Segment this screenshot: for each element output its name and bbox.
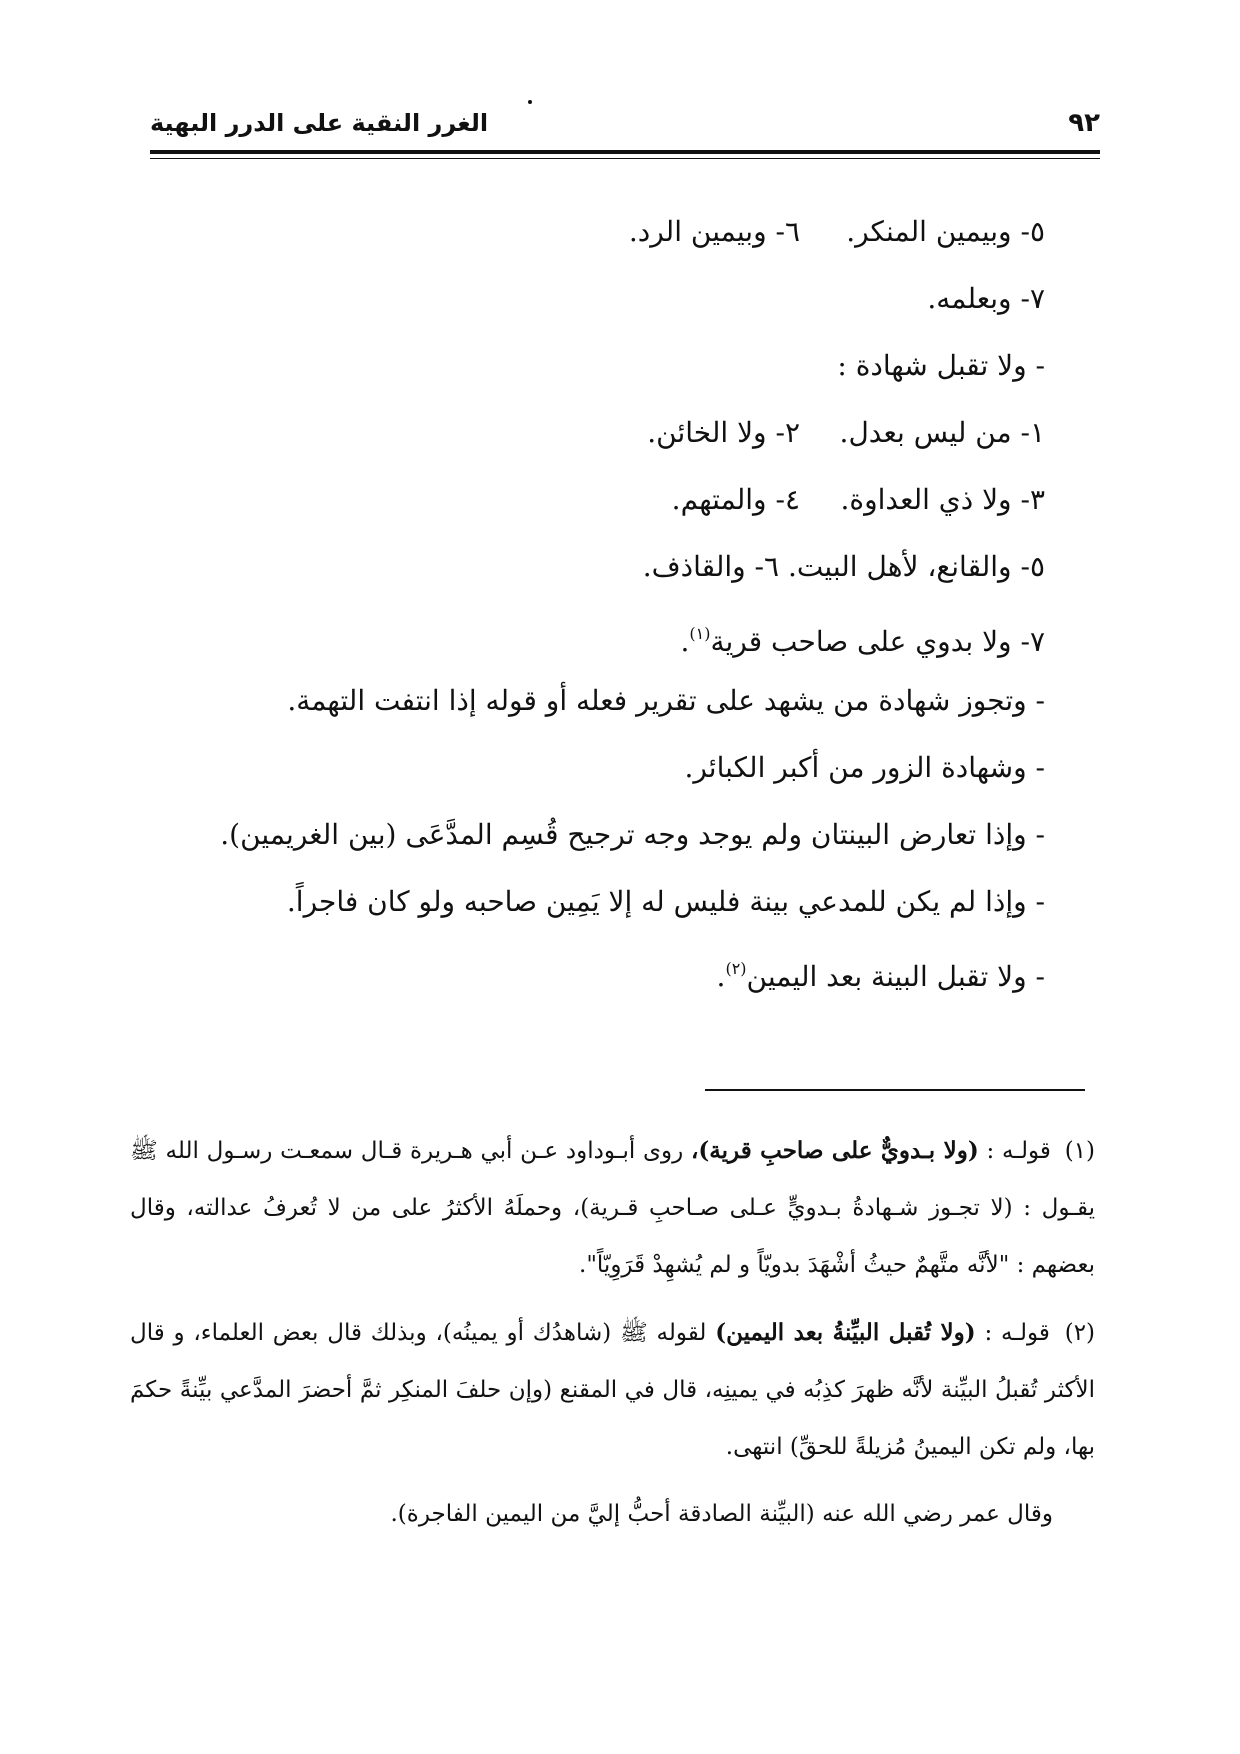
- footnote-separator: [705, 1089, 1085, 1091]
- footnote-quote: (ولا بـدويٌّ على صاحبِ قرية)،: [690, 1137, 979, 1164]
- text-item: ٥- والقانع، لأهل البيت. ٦- والقاذف.: [642, 550, 1045, 583]
- footnote-marker[interactable]: (٢): [725, 959, 747, 978]
- text-item: - ولا تقبل شهادة :: [837, 349, 1045, 382]
- text-item: - ولا تقبل البينة بعد اليمين: [746, 960, 1045, 993]
- text-line: [130, 734, 1045, 801]
- footnote-quote: (ولا تُقبل البيِّنةُ بعد اليمين): [715, 1319, 976, 1346]
- text-item: - وتجوز شهادة من يشهد على تقرير فعله أو قوله إذا انتفت التهمة.: [287, 684, 1045, 717]
- text-item: .: [716, 960, 726, 993]
- text-item: .: [680, 625, 690, 658]
- text-item: - وإذا لم يكن للمدعي بينة فليس له إلا يَمِين صاحبه ولو كان فاجراً.: [286, 885, 1045, 918]
- text-line: [130, 868, 1045, 935]
- page-number: ٩٢: [1068, 108, 1100, 138]
- text-line: [130, 265, 1045, 332]
- text-item: ٣- ولا ذي العداوة.: [840, 483, 1045, 516]
- text-line: [130, 600, 1045, 667]
- footnote: [130, 1122, 1095, 1294]
- footnote-text: روى أبـوداود عـن أبي هـريرة قـال سمعـت رسـول الله ﷺ يقـول : (لا تجـوز شـهادةُ بـدويٍّ عـلى صـاحبِ قـرية)، وحملَهُ الأكثرُ على من لا تُعرفُ عدالته، وقال بعضهم : "لأنَّه متَّهمٌ حيثُ أشْهَدَ بدويّاً و لم يُشهِدْ قَرَوِيّاً".: [130, 1138, 1095, 1278]
- main-text: [130, 198, 1045, 1002]
- text-line: [130, 667, 1045, 734]
- header-dot: [528, 100, 532, 104]
- footnote: [130, 1304, 1095, 1476]
- text-line: [130, 533, 1045, 600]
- text-line: [130, 198, 1045, 265]
- footnote-lead: قولـه :: [986, 1138, 1051, 1164]
- footnote-marker[interactable]: (١): [689, 624, 711, 643]
- footnote-text: لقوله ﷺ (شاهدُك أو يمينُه)، وبذلك قال بعض العلماء، و قال الأكثر تُقبلُ البيِّنة لأنَّه ظهرَ كذِبُه في يمينِه، قال في المقنع (وإن حلفَ المنكِر ثمَّ أحضرَ المدَّعي بيِّنةً حكمَ بها، ولم تكن اليمينُ مُزيلةً للحقِّ) انتهى.: [130, 1320, 1095, 1460]
- footnote-continuation: وقال عمر رضي الله عنه (البيِّنة الصادقة أحبُّ إليَّ من اليمين الفاجرة).: [390, 1501, 1053, 1527]
- text-item: - وإذا تعارض البينتان ولم يوجد وجه ترجيح قُسِم المدَّعَى (بين الغريمين).: [220, 818, 1045, 851]
- running-title: الغرر النقية على الدرر البهية: [150, 109, 489, 137]
- text-line: [130, 332, 1045, 399]
- text-item: ٤- والمتهم.: [671, 483, 800, 516]
- header-rule-thin: [150, 158, 1100, 159]
- text-line: [130, 801, 1045, 868]
- footnote-lead: قولـه :: [984, 1320, 1050, 1346]
- text-line: [130, 935, 1045, 1002]
- text-item: ٧- ولا بدوي على صاحب قرية: [710, 625, 1045, 658]
- footnote-number: (٢): [1064, 1320, 1096, 1346]
- text-item: ٧- وبعلمه.: [927, 282, 1045, 315]
- text-line: [130, 466, 1045, 533]
- text-item: ٢- ولا الخائن.: [647, 416, 800, 449]
- footnote-number: (١): [1064, 1138, 1096, 1164]
- text-item: ٥- وبيمين المنكر.: [846, 215, 1045, 248]
- text-line: [130, 399, 1045, 466]
- text-item: ٦- وبيمين الرد.: [628, 215, 800, 248]
- header-rule: [150, 150, 1100, 154]
- text-item: - وشهادة الزور من أكبر الكبائر.: [684, 751, 1045, 784]
- footnotes: [130, 1122, 1095, 1543]
- text-item: ١- من ليس بعدل.: [839, 416, 1045, 449]
